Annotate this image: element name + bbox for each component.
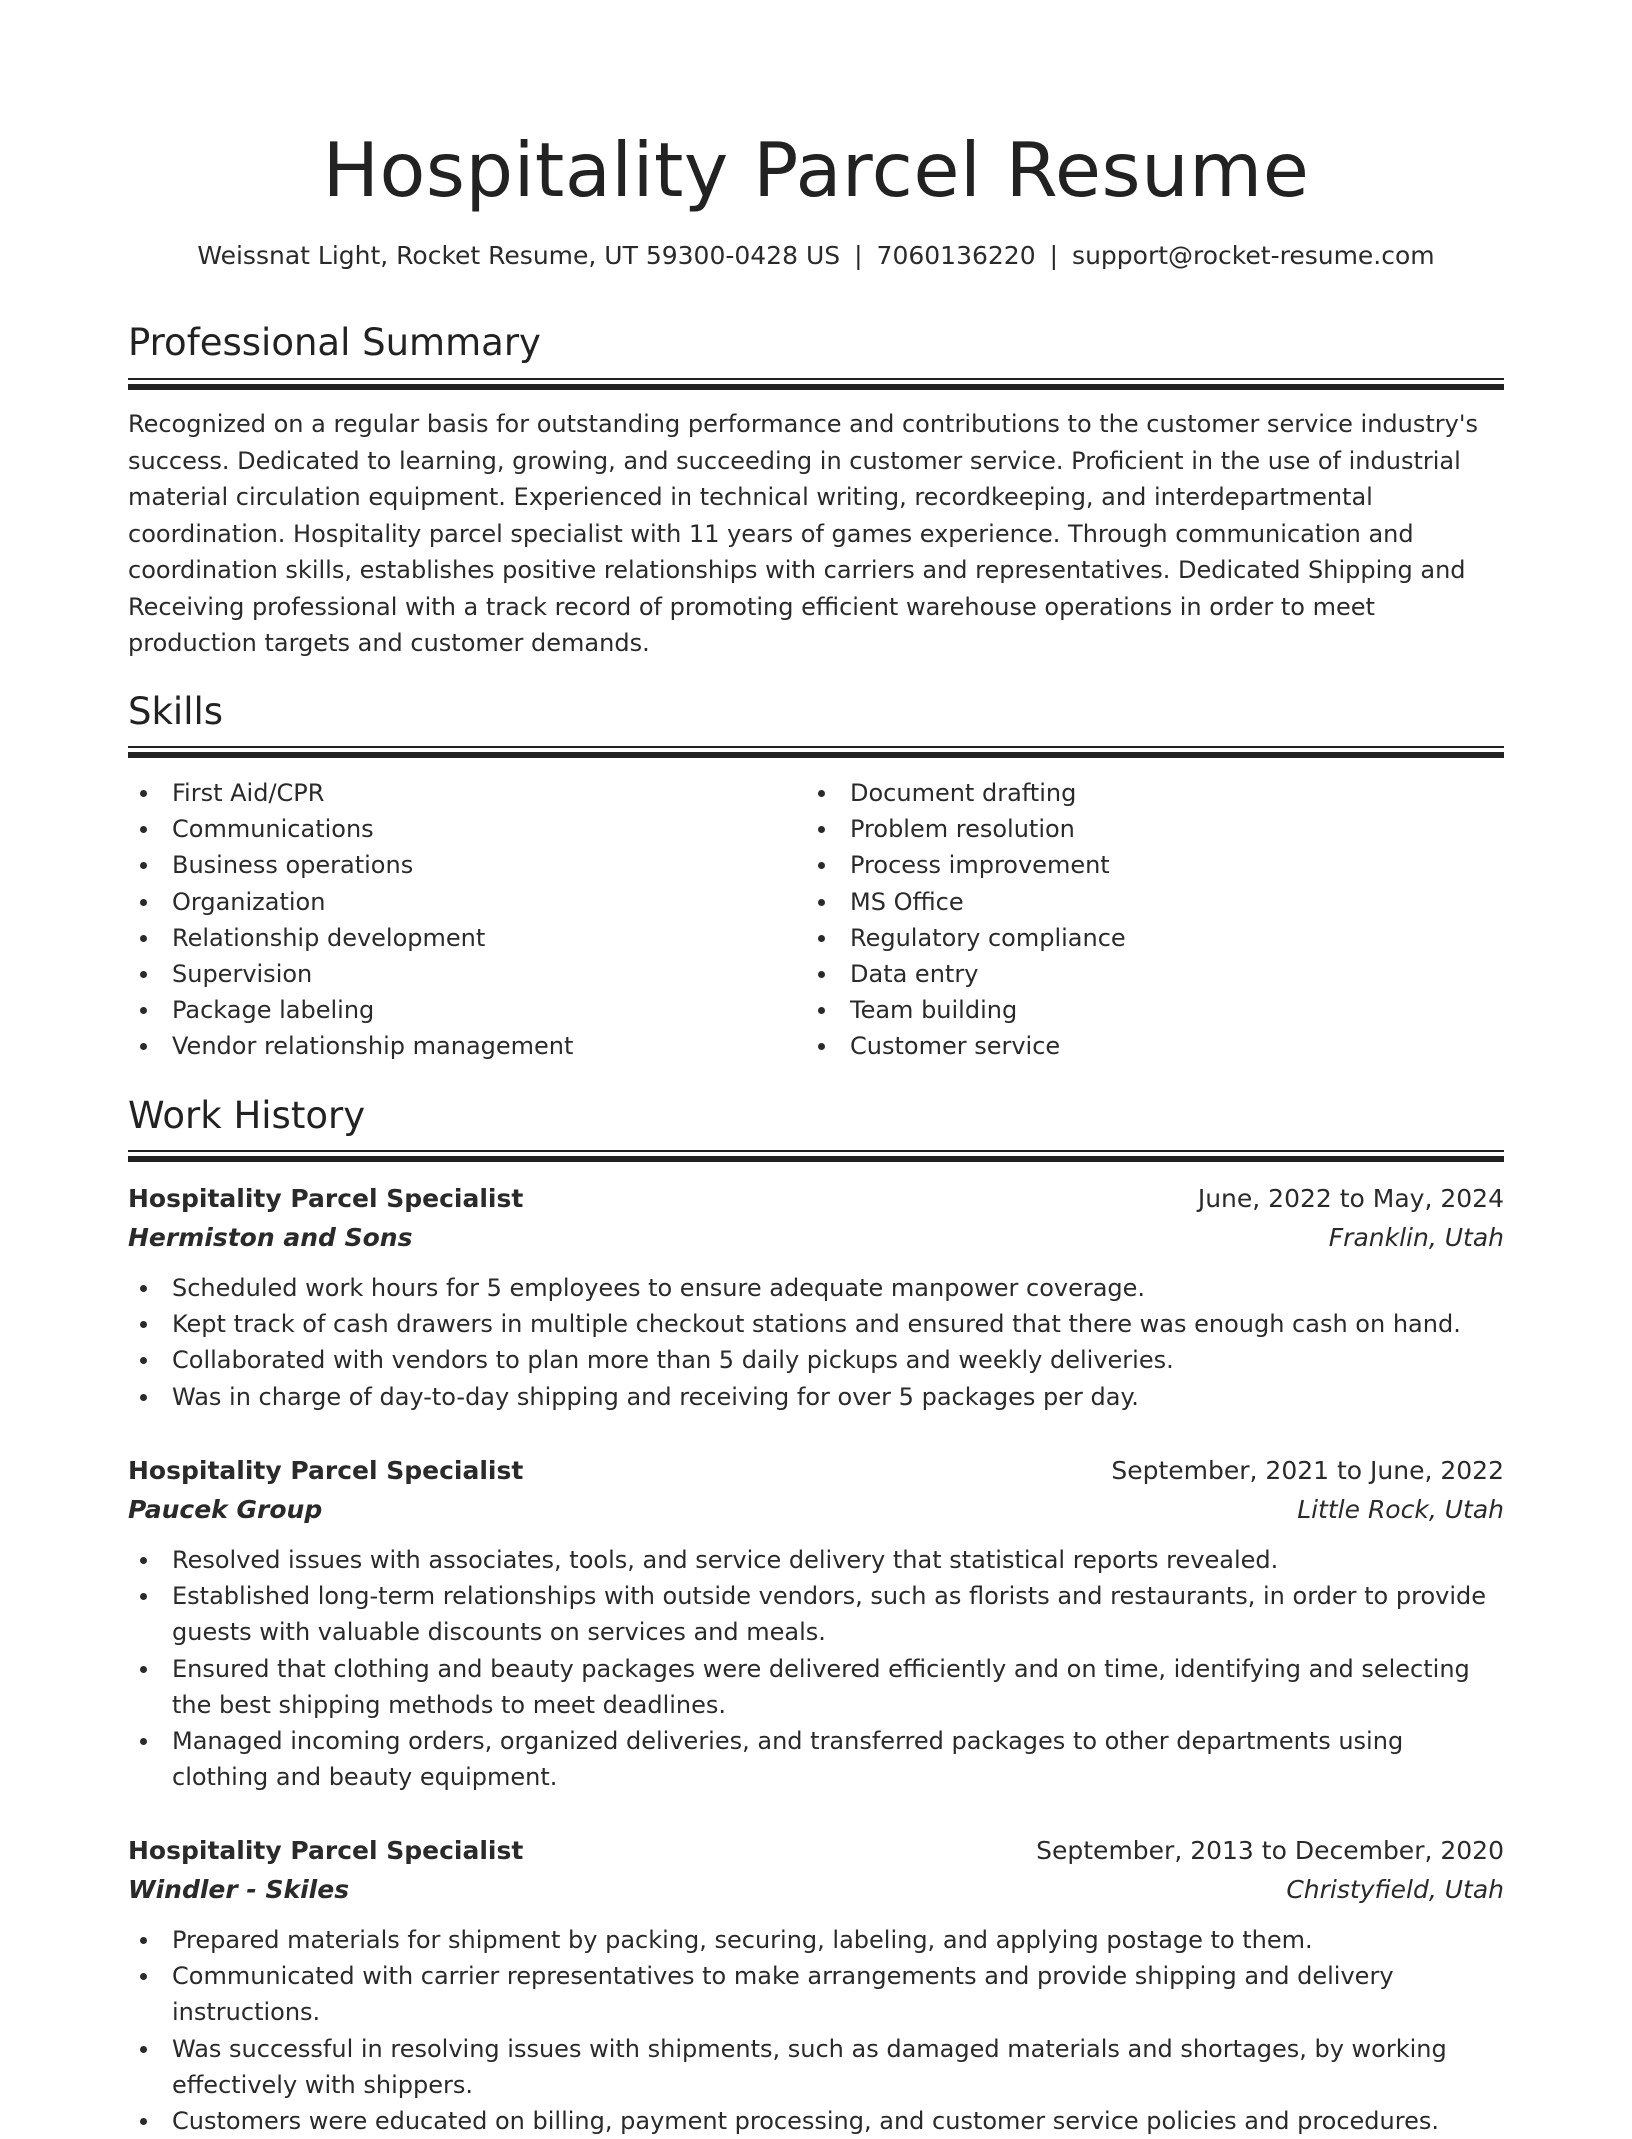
skills-list-right <box>806 775 1466 1065</box>
skill-item: Problem resolution <box>806 811 1466 847</box>
skill-item: Package labeling <box>128 992 788 1028</box>
job-bullet: Scheduled work hours for 5 employees to ensure adequate manpower coverage. <box>128 1270 1504 1306</box>
skill-item: Vendor relationship management <box>128 1028 788 1064</box>
contact-address: Weissnat Light, Rocket Resume, UT 59300-0428 US <box>197 241 841 270</box>
skill-item: Document drafting <box>806 775 1466 811</box>
skill-item: Business operations <box>128 847 788 883</box>
skills-heading: Skills <box>128 690 224 733</box>
job-title: Hospitality Parcel Specialist <box>128 1184 524 1213</box>
job-bullet: Kept track of cash drawers in multiple checkout stations and ensured that there was enough cash on hand. <box>128 1306 1504 1342</box>
skill-item: Regulatory compliance <box>806 920 1466 956</box>
job-bullet: Collaborated with vendors to plan more than 5 daily pickups and weekly deliveries. <box>128 1342 1504 1378</box>
job-location: Franklin, Utah <box>1328 1223 1504 1252</box>
job-company: Paucek Group <box>128 1495 323 1524</box>
skills-list-left <box>128 775 788 1065</box>
job-entry <box>128 1831 1504 2139</box>
contact-separator: | <box>854 241 863 270</box>
summary-text: Recognized on a regular basis for outstanding performance and contributions to the customer service industry's success. Dedicated to learning, growing, and succeeding in customer service. Proficient in the use of industrial material circulation equipment. Experienced in technical writing, recordkeeping, and interdepartmental coordination. Hospitality parcel specialist with 11 years of games experience. Through communication and coordination skills, establishes positive relationships with carriers and representatives. Dedicated Shipping and Receiving professional with a track record of promoting efficient warehouse operations in order to meet production targets and customer demands. <box>128 410 1478 657</box>
job-bullets <box>128 1542 1504 1795</box>
job-bullet: Was successful in resolving issues with shipments, such as damaged materials and shortages, by working effectively with shippers. <box>128 2031 1504 2103</box>
job-bullet: Managed incoming orders, organized deliveries, and transferred packages to other departments using clothing and beauty equipment. <box>128 1723 1504 1795</box>
job-entry <box>128 1179 1504 1415</box>
section-divider <box>128 1150 1504 1163</box>
job-bullet: Customers were educated on billing, payment processing, and customer service policies and procedures. <box>128 2103 1504 2139</box>
contact-phone: 7060136220 <box>876 241 1036 270</box>
skill-item: Data entry <box>806 956 1466 992</box>
contact-line <box>128 238 1504 274</box>
job-dates: September, 2021 to June, 2022 <box>1111 1456 1504 1485</box>
job-bullet: Was in charge of day-to-day shipping and receiving for over 5 packages per day. <box>128 1379 1504 1415</box>
resume-title: Hospitality Parcel Resume <box>322 126 1310 214</box>
job-dates: June, 2022 to May, 2024 <box>1197 1184 1504 1213</box>
job-location: Christyfield, Utah <box>1286 1875 1504 1904</box>
skill-item: First Aid/CPR <box>128 775 788 811</box>
job-title: Hospitality Parcel Specialist <box>128 1836 524 1865</box>
job-entry <box>128 1451 1504 1795</box>
section-divider <box>128 746 1504 759</box>
skill-item: Supervision <box>128 956 788 992</box>
skill-item: Organization <box>128 884 788 920</box>
job-bullet: Established long-term relationships with outside vendors, such as florists and restaurants, in order to provide guests with valuable discounts on services and meals. <box>128 1578 1504 1650</box>
job-bullets <box>128 1922 1504 2139</box>
skill-item: Relationship development <box>128 920 788 956</box>
skill-item: Team building <box>806 992 1466 1028</box>
job-bullet: Resolved issues with associates, tools, and service delivery that statistical reports revealed. <box>128 1542 1504 1578</box>
skill-item: Customer service <box>806 1028 1466 1064</box>
job-company: Windler - Skiles <box>128 1875 350 1904</box>
job-bullet: Ensured that clothing and beauty packages were delivered efficiently and on time, identifying and selecting the best shipping methods to meet deadlines. <box>128 1651 1504 1723</box>
section-divider <box>128 378 1504 391</box>
work-history-heading: Work History <box>128 1094 366 1137</box>
job-dates: September, 2013 to December, 2020 <box>1036 1836 1504 1865</box>
job-location: Little Rock, Utah <box>1297 1495 1504 1524</box>
job-bullet: Prepared materials for shipment by packing, securing, labeling, and applying postage to them. <box>128 1922 1504 1958</box>
contact-separator: | <box>1049 241 1059 270</box>
contact-email: support@rocket-resume.com <box>1072 241 1435 270</box>
job-company: Hermiston and Sons <box>128 1223 413 1252</box>
job-bullet: Communicated with carrier representatives to make arrangements and provide shipping and delivery instructions. <box>128 1958 1504 2030</box>
skill-item: MS Office <box>806 884 1466 920</box>
summary-heading: Professional Summary <box>128 321 541 364</box>
skill-item: Process improvement <box>806 847 1466 883</box>
job-title: Hospitality Parcel Specialist <box>128 1456 524 1485</box>
job-bullets <box>128 1270 1504 1415</box>
skill-item: Communications <box>128 811 788 847</box>
